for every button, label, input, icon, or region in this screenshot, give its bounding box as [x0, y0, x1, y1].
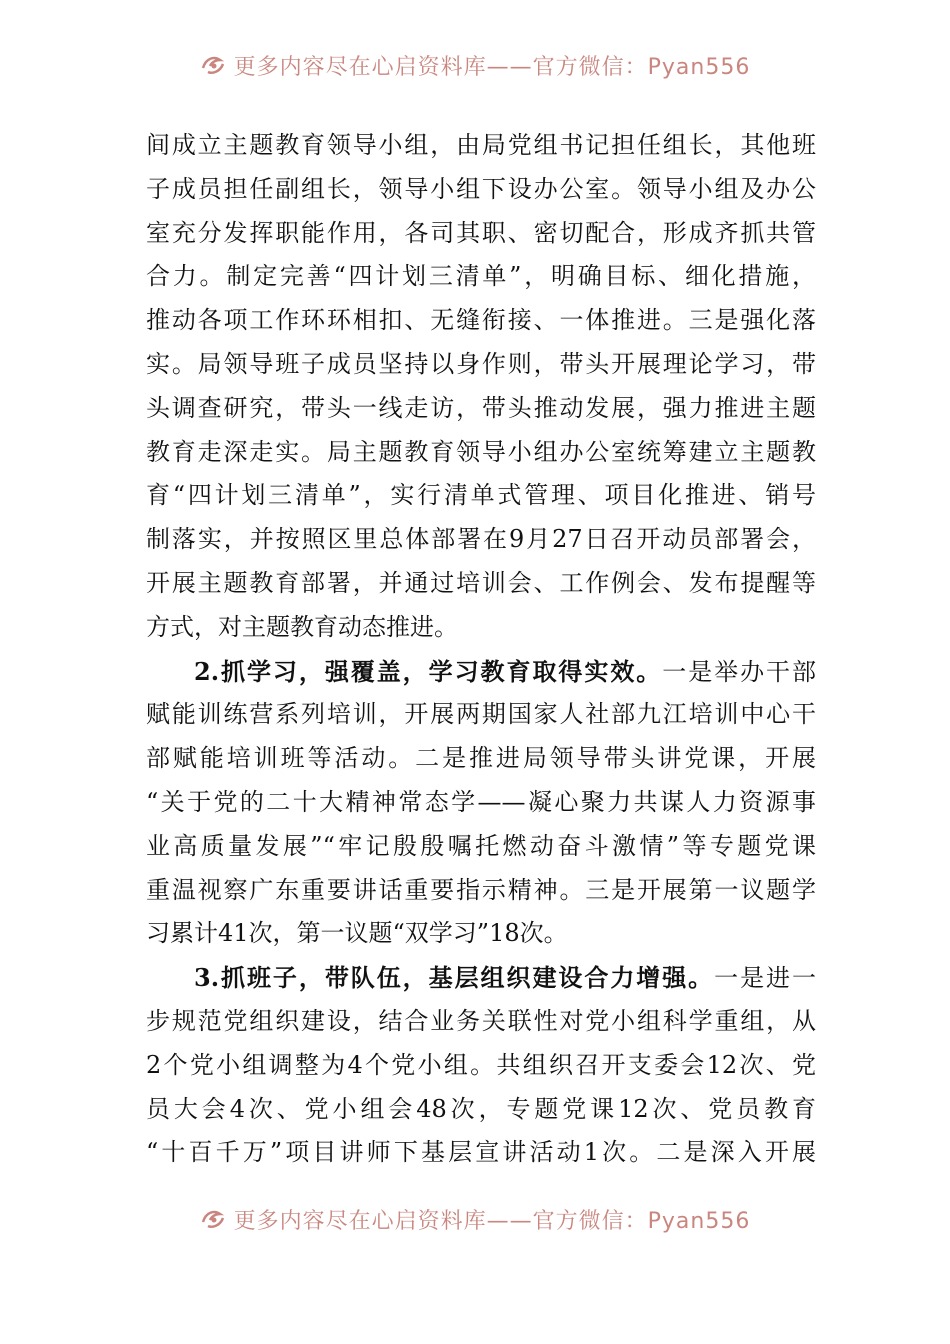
- text-line: 开展主题教育部署，并通过培训会、工作例会、发布提醒等: [146, 568, 816, 597]
- watermark-text: 更多内容尽在心启资料库——官方微信：Pyan556: [233, 1208, 751, 1234]
- section-heading: 3.抓班子，带队伍，基层组织建设合力增强。: [194, 963, 715, 993]
- text-line: 制落实，并按照区里总体部署在9月27日召开动员部署会，: [146, 525, 816, 554]
- paragraph-heading-line: [146, 650, 816, 694]
- footer-watermark: [0, 1208, 950, 1242]
- section-heading: 2.抓学习，强覆盖，学习教育取得实效。: [194, 656, 663, 686]
- text-line: “关于党的二十大精神常态学——凝心聚力共谋人力资源事: [146, 787, 816, 816]
- text-line: “十百千万”项目讲师下基层宣讲活动1次。二是深入开展: [146, 1138, 816, 1167]
- text-line: 育“四计划三清单”，实行清单式管理、项目化推进、销号: [146, 481, 816, 510]
- paragraph-1: [146, 124, 816, 650]
- text-line: 室充分发挥职能作用，各司其职、密切配合，形成齐抓共管: [146, 218, 816, 247]
- text-line: 习累计41次，第一议题“双学习”18次。: [146, 919, 568, 948]
- text-line: 员大会4次、党小组会48次，专题党课12次、党员教育: [146, 1094, 816, 1123]
- text-line: 步规范党组织建设，结合业务关联性对党小组科学重组，从: [146, 1006, 816, 1035]
- text-line: 子成员担任副组长，领导小组下设办公室。领导小组及办公: [146, 174, 816, 203]
- text-line: 合力。制定完善“四计划三清单”，明确目标、细化措施，: [146, 262, 816, 291]
- brand-logo-icon: [200, 1208, 226, 1230]
- paragraph-3: [146, 956, 816, 1175]
- text-line: 2个党小组调整为4个党小组。共组织召开支委会12次、党: [146, 1050, 816, 1079]
- text-line: 赋能训练营系列培训，开展两期国家人社部九江培训中心干: [146, 700, 816, 729]
- header-watermark: [0, 54, 950, 88]
- paragraph-2: [146, 650, 816, 957]
- text-line: 教育走深走实。局主题教育领导小组办公室统筹建立主题教: [146, 437, 816, 466]
- text-line: 间成立主题教育领导小组，由局党组书记担任组长，其他班: [146, 131, 816, 159]
- text-line: 方式，对主题教育动态推进。: [146, 612, 458, 641]
- text-line: 实。局领导班子成员坚持以身作则，带头开展理论学习，带: [146, 349, 816, 378]
- watermark-text: 更多内容尽在心启资料库——官方微信：Pyan556: [233, 54, 751, 80]
- text-run: 一是进一: [714, 964, 816, 993]
- text-line: 业高质量发展”“牢记殷殷嘱托燃动奋斗激情”等专题党课: [146, 831, 816, 860]
- text-line: 部赋能培训班等活动。二是推进局领导带头讲党课，开展: [146, 744, 816, 773]
- text-line: 头调查研究，带头一线走访，带头推动发展，强力推进主题: [146, 393, 816, 422]
- document-body: [146, 124, 816, 1175]
- text-line: 推动各项工作环环相扣、无缝衔接、一体推进。三是强化落: [146, 306, 816, 335]
- brand-logo-icon: [200, 54, 226, 76]
- paragraph-heading-line: [146, 956, 816, 1000]
- text-line: 重温视察广东重要讲话重要指示精神。三是开展第一议题学: [146, 875, 816, 904]
- text-run: 一是举办干部: [662, 657, 816, 686]
